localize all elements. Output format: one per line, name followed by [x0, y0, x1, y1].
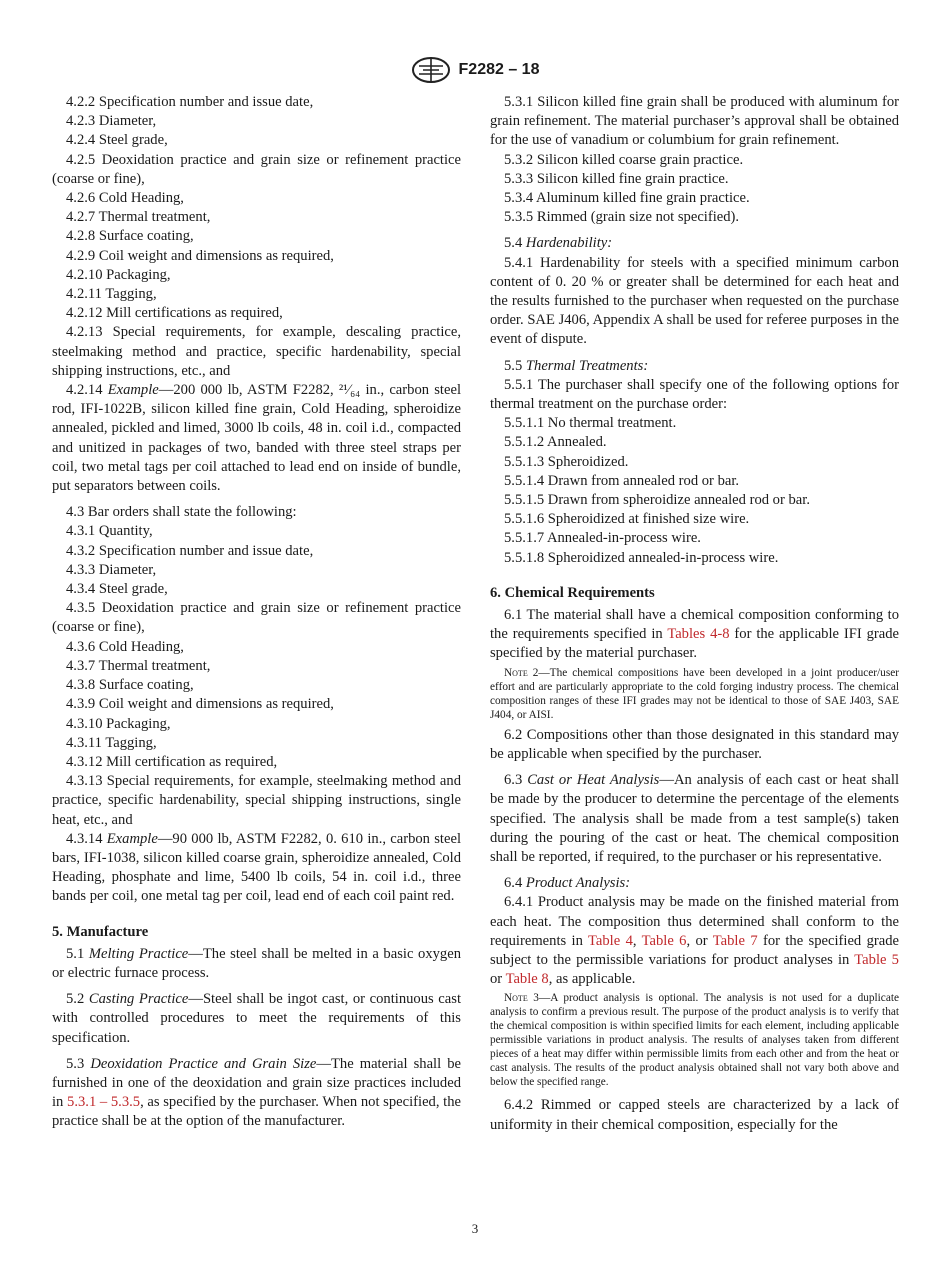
list-item: 5.3.2 Silicon killed coarse grain practice. — [504, 151, 744, 168]
standard-designation: F2282 – 18 — [458, 61, 540, 78]
list-item: 5.5.1.3 Spheroidized. — [504, 453, 629, 470]
list-item: 4.2.9 Coil weight and dimensions as required, — [66, 247, 334, 264]
table-link[interactable]: Table 8 — [505, 971, 549, 988]
note: Note 2—The chemical compositions have been developed in a joint producer/user effort and are particularly appropriate to the cold forging industry process. The chemical composition ranges of these IFI grades may not be identical to those of SAE J403, SAE J404, or AISI. — [490, 666, 900, 721]
list-item: 5.5.1.4 Drawn from annealed rod or bar. — [504, 472, 740, 489]
list-item: 4.3.5 Deoxidation practice and grain size or refinement practice (coarse or fine), — [52, 600, 461, 636]
list-item: 4.2.12 Mill certifications as required, — [66, 305, 283, 322]
paragraph: 6.3 Cast or Heat Analysis—An analysis of each cast or heat shall be made by the producer to determine the percentage of the elements specified. The analysis shall be made from a test sample(s) taken during the pouring of the cast or heat. The chemical composition shall be reported, if required, to the purchaser or his representative. — [490, 772, 899, 865]
list-item: 5.3.3 Silicon killed fine grain practice. — [504, 170, 729, 187]
example-paragraph: 4.3.14 Example—90 000 lb, ASTM F2282, 0. 610 in., carbon steel bars, IFI-1038, silicon killed coarse grain, spheroidize annealed, Cold Heading, phosphate and lime, 5400 lb coils, 54 in. coil i.d., three bands per coil, one metal tag per coil, lead end of each coil paint red. — [52, 830, 461, 905]
right-column — [490, 93, 899, 1135]
list-item: 4.3.4 Steel grade, — [66, 581, 168, 598]
list-item: 5.5.1.6 Spheroidized at finished size wire. — [504, 511, 750, 528]
list-item: 4.2.11 Tagging, — [66, 286, 157, 303]
list-item: 4.3.11 Tagging, — [66, 734, 157, 751]
list-item: 4.3.2 Specification number and issue date, — [66, 542, 314, 559]
list-item: 4.2.2 Specification number and issue date, — [66, 94, 314, 110]
list-item: 4.3.3 Diameter, — [66, 561, 157, 578]
section-heading: 6. Chemical Requirements — [490, 584, 655, 601]
paragraph: 6.4.2 Rimmed or capped steels are characterized by a lack of uniformity in their chemical composition, especially for the — [490, 1097, 899, 1133]
paragraph: 5.1 Melting Practice—The steel shall be melted in a basic oxygen or electric furnace process. — [52, 945, 461, 981]
list-item: 4.3.6 Cold Heading, — [66, 638, 184, 655]
paragraph: 5.2 Casting Practice—Steel shall be ingot cast, or continuous cast with controlled procedures to meet the requirements of this specification. — [52, 991, 461, 1046]
list-item: 4.3.10 Packaging, — [66, 715, 171, 732]
list-item: 4.2.5 Deoxidation practice and grain size or refinement practice (coarse or fine), — [52, 151, 461, 187]
list-item: 5.5.1.8 Spheroidized annealed-in-process wire. — [504, 549, 779, 566]
list-item: 4.2.8 Surface coating, — [66, 228, 194, 245]
list-item: 4.3.9 Coil weight and dimensions as required, — [66, 696, 334, 713]
paragraph: 6.1 The material shall have a chemical composition conforming to the requirements specified in Tables 4-8 for the applicable IFI grade specified by the material purchaser. — [490, 607, 900, 662]
page-header — [0, 56, 950, 84]
paragraph: 6.4.1 Product analysis may be made on the finished material from each heat. The composition thus determined shall conform to the requirements in Table 4, Table 6, or Table 7 for the specified grade subject to the permissible variations for product analyses in Table 5 or Table 8, as applicable. — [490, 894, 899, 988]
list-item: 4.3.7 Thermal treatment, — [66, 657, 211, 674]
list-item: 4.2.13 Special requirements, for example, descaling practice, steelmaking method and practice, specific hardenability, special shipping instructions, etc., and — [52, 324, 461, 379]
table-link[interactable]: Table 5 — [854, 951, 899, 968]
paragraph: 5.3.1 Silicon killed fine grain shall be produced with aluminum for grain refinement. The material purchaser’s approval shall be obtained for the use of vanadium or columbium for grain refinement. — [490, 94, 899, 149]
list-item: 4.2.7 Thermal treatment, — [66, 209, 211, 226]
list-item: 4.2.3 Diameter, — [66, 113, 157, 130]
paragraph: 5.4.1 Hardenability for steels with a specified minimum carbon content of 0. 20 % or greater shall be determined for each heat and the results furnished to the purchaser when requested on the purchase order. SAE J406, Appendix A shall be used for referee purposes in the event of dispute. — [490, 254, 899, 348]
paragraph: 5.5 Thermal Treatments: — [504, 357, 649, 374]
paragraph: 5.5.1 The purchaser shall specify one of the following options for thermal treatment on the purchase order: — [490, 376, 899, 413]
paragraph: 6.4 Product Analysis: — [504, 875, 631, 892]
list-item: 4.3.1 Quantity, — [66, 523, 153, 540]
paragraph: 5.3 Deoxidation Practice and Grain Size—The material shall be furnished in one of the deoxidation and grain size practices included in 5.3.1 – 5.3.5, as specified by the purchaser. When not specified, the practice shall be at the option of the manufacturer. — [52, 1055, 462, 1130]
table-link[interactable]: Table 4 — [588, 932, 633, 949]
paragraph: 6.2 Compositions other than those designated in this standard may be applicable when specified by the purchaser. — [490, 726, 899, 762]
list-item: 5.3.4 Aluminum killed fine grain practice. — [504, 190, 750, 207]
list-item: 5.5.1.5 Drawn from spheroidize annealed rod or bar. — [504, 492, 810, 509]
section-heading: 5. Manufacture — [52, 923, 149, 940]
list-item: 4.3.13 Special requirements, for example, steelmaking method and practice, specific hardenability, special shipping instructions, single heat, etc., and — [52, 773, 461, 828]
left-column — [52, 93, 461, 1132]
list-item: 4.2.6 Cold Heading, — [66, 190, 184, 207]
list-item: 5.5.1.1 No thermal treatment. — [504, 415, 677, 432]
page-number: 3 — [471, 1221, 479, 1236]
list-item: 5.5.1.2 Annealed. — [504, 434, 607, 451]
list-item: 4.2.4 Steel grade, — [66, 132, 168, 149]
table-link[interactable]: Table 7 — [712, 932, 758, 949]
example-paragraph: 4.2.14 Example—200 000 lb, ASTM F2282, ²¹⁄₆₄ in., carbon steel rod, IFI-1022B, silicon killed fine grain, Cold Heading, spheroidize annealed, pickled and limed, 3000 lb coils, 48 in. coil i.d., compacted and unitized in packages of two, banded with three steel straps per coil, two metal tags per coil attached to lead end on inside of bundle, put separators between coils. — [52, 382, 461, 495]
paragraph: 4.3 Bar orders shall state the following: — [66, 504, 297, 521]
list-item: 4.3.12 Mill certification as required, — [66, 753, 278, 770]
table-link[interactable]: Tables 4-8 — [667, 626, 730, 643]
list-item: 5.3.5 Rimmed (grain size not specified). — [504, 209, 740, 226]
section-link[interactable]: 5.3.1 – 5.3.5 — [67, 1094, 141, 1111]
astm-logo-icon — [411, 56, 451, 84]
note: Note 3—A product analysis is optional. The analysis is not used for a duplicate analysis to confirm a previous result. The purpose of the product analysis is to verify that the chemical composition is within specified limits for each element, including applicable permissible variations in product analysis. The results of analyses taken from different pieces of a heat may differ within permissible limits from each other and from the heat or cast analysis. The results of the product analysis obtained shall not vary both above and below the specified range. — [490, 992, 899, 1089]
list-item: 4.3.8 Surface coating, — [66, 677, 194, 694]
list-item: 4.2.10 Packaging, — [66, 266, 171, 283]
paragraph: 5.4 Hardenability: — [504, 235, 613, 252]
table-link[interactable]: Table 6 — [641, 932, 687, 949]
list-item: 5.5.1.7 Annealed-in-process wire. — [504, 530, 701, 547]
